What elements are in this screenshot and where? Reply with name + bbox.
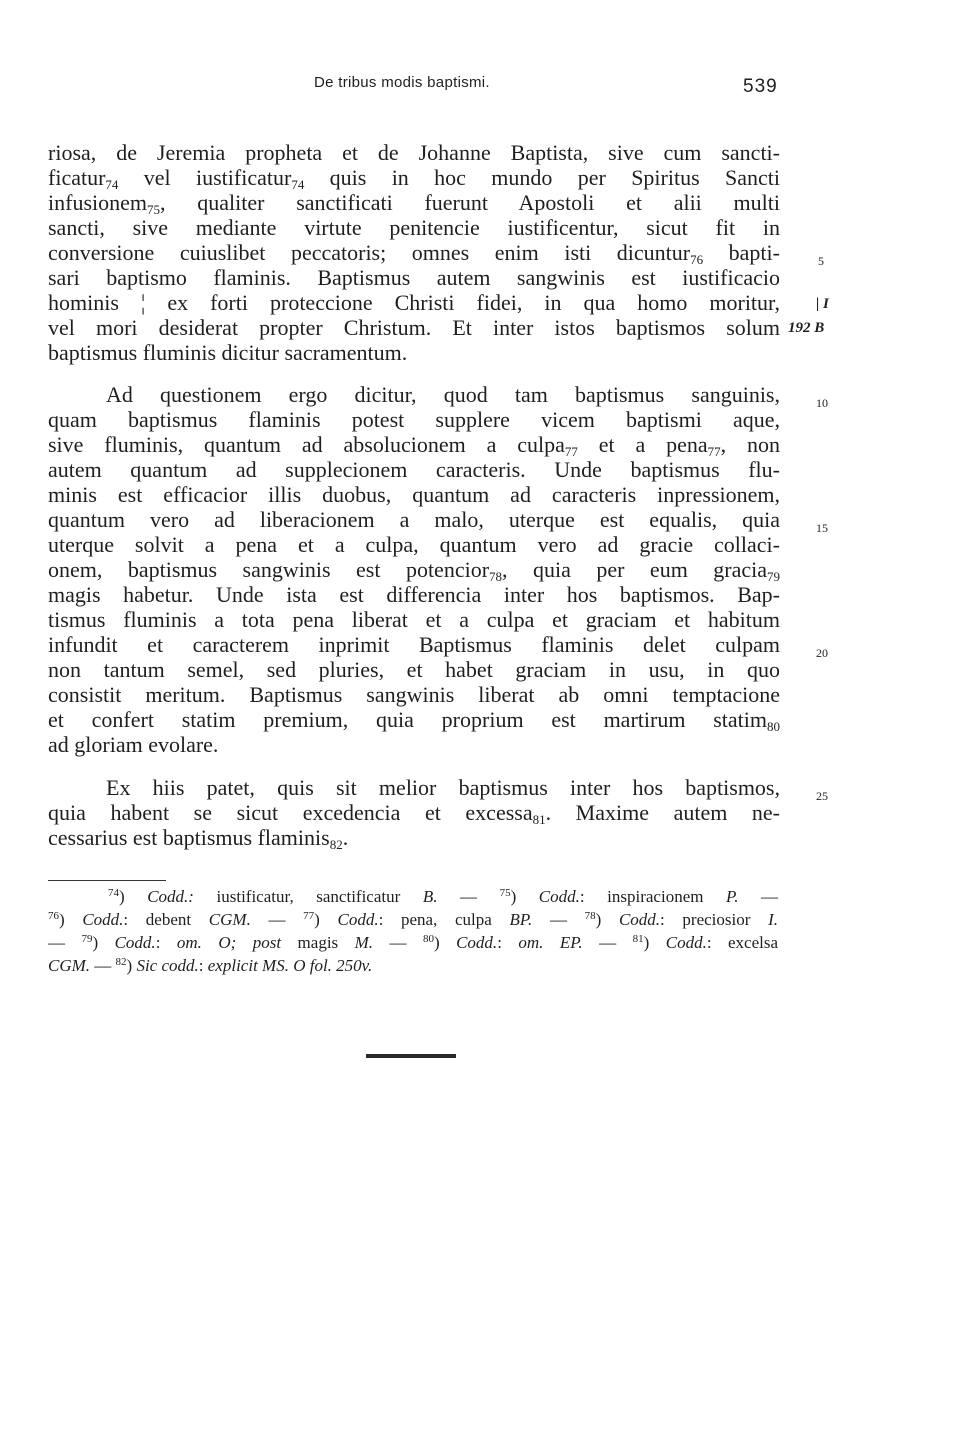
text-line: quia habent se sicut excedencia et excessa$_{81}$. Maxime autem ne- (48, 800, 780, 827)
text-line: riosa, de Jeremia propheta et de Johanne Baptista, sive cum sancti- (48, 140, 780, 165)
text-line: conversione cuiuslibet peccatoris; omnes enim isti dicuntur$_{76}$ bapti- (48, 240, 780, 267)
text-line: quam baptismus flaminis potest supplere vicem baptismi aque, (48, 407, 780, 432)
line-number-20: 20 (816, 646, 828, 660)
text-line: Ad questionem ergo dicitur, quod tam baptismus sanguinis, (106, 382, 780, 407)
footnote-line: $^{76}$) Codd.: debent CGM. — $^{77}$) Codd.: pena, culpa BP. — $^{78}$) Codd.: preciosior I. (48, 910, 778, 929)
text-line: magis habetur. Unde ista est differencia inter hos baptismos. Bap- (48, 582, 780, 607)
text-line: onem, baptismus sangwinis est potencior$_{78}$, quia per eum gracia$_{79}$ (48, 557, 781, 584)
text-line: uterque solvit a pena et a culpa, quantum vero ad gracie collaci- (48, 532, 780, 557)
text-line: tismus fluminis a tota pena liberat et a culpa et graciam et habitum (48, 607, 780, 632)
footnote-ref: 77 (564, 444, 578, 459)
footnote-line: CGM. — $^{82}$) Sic codd.: explicit MS. O fol. 250v. (48, 956, 373, 975)
footnote-ref: 82 (329, 837, 343, 852)
folio-marker: | I (816, 296, 829, 312)
text-line: Ex hiis patet, quis sit melior baptismus inter hos baptismos, (106, 775, 780, 800)
running-title: De tribus modis baptismi. (314, 74, 490, 91)
line-number-25: 25 (816, 789, 828, 803)
footnote-ref: 78 (489, 569, 503, 584)
page-number: 539 (743, 76, 778, 97)
footnote-ref: 79 (767, 569, 781, 584)
text-line: sari baptismo flaminis. Baptismus autem sangwinis est iustificacio (48, 265, 780, 290)
text-line: non tantum semel, sed pluries, et habet graciam in usu, in quo (48, 657, 780, 682)
text-line: minis est efficacior illis duobus, quantum ad caracteris inpressionem, (48, 482, 780, 507)
text-line: infusionem$_{75}$, qualiter sanctificati fuerunt Apostoli et alii multi (48, 190, 780, 217)
footnote-ref: 74 (291, 177, 305, 192)
text-line: hominis ¦ ex forti proteccione Christi fidei, in qua homo moritur, (48, 290, 780, 315)
line-number-15: 15 (816, 521, 828, 535)
footnote-ref: 80 (767, 719, 780, 734)
footnote-line: $^{74}$) Codd.: iustificatur, sanctificatur B. — $^{75}$) Codd.: inspiracionem P. — (108, 887, 779, 906)
line-number-10: 10 (816, 396, 828, 410)
end-rule (366, 1054, 456, 1058)
footnote-ref: 77 (707, 444, 721, 459)
footnote-line: — $^{79}$) Codd.: om. O; post magis M. — $^{80}$) Codd.: om. EP. — $^{81}$) Codd.: excelsa (48, 933, 779, 952)
text-line: et confert statim premium, quia proprium est martirum statim$_{80}$ (48, 707, 780, 734)
footnote-ref: 75 (147, 202, 160, 217)
text-line: consistit meritum. Baptismus sangwinis liberat ab omni temptacione (48, 682, 780, 707)
footnote-divider (48, 880, 166, 881)
text-line: ficatur$_{74}$ vel iustificatur$_{74}$ quis in hoc mundo per Spiritus Sancti (48, 165, 781, 192)
text-line: sancti, sive mediante virtute penitencie iustificentur, sicut fit in (48, 215, 780, 240)
footnote-ref: 76 (690, 252, 704, 267)
line-number-5: 5 (818, 254, 824, 268)
text-line: baptismus fluminis dicitur sacramentum. (48, 340, 408, 365)
text-line: vel mori desiderat propter Christum. Et inter istos baptismos solum (48, 315, 780, 340)
page-header (0, 72, 960, 102)
text-line: ad gloriam evolare. (48, 732, 219, 757)
footnote-ref: 74 (105, 177, 119, 192)
folio-number: 192 B (788, 320, 825, 336)
text-line: autem quantum ad supplecionem caracteris. Unde baptismus flu- (48, 457, 780, 482)
text-line: sive fluminis, quantum ad absolucionem a culpa$_{77}$ et a pena$_{77}$, non (48, 432, 780, 459)
text-line: cessarius est baptismus flaminis$_{82}$. (48, 825, 349, 852)
footnote-ref: 81 (532, 812, 546, 827)
text-line: quantum vero ad liberacionem a malo, uterque est equalis, quia (48, 507, 780, 532)
text-line: infundit et caracterem inprimit Baptismus flaminis delet culpam (48, 632, 780, 657)
